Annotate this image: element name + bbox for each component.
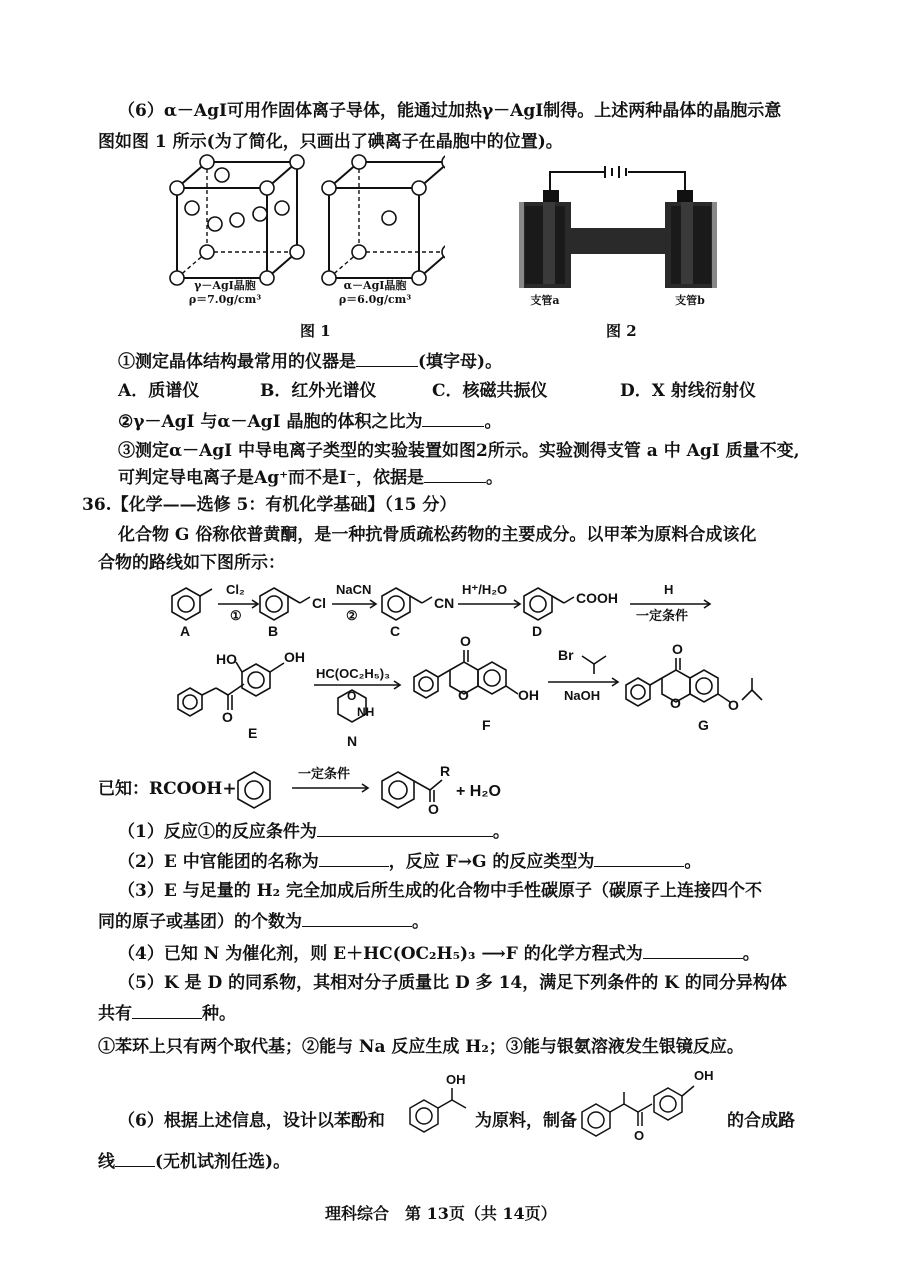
q36-p3-line1: （3）E 与足量的 H₂ 完全加成后所生成的化合物中手性碳原子（碳原子上连接四个不 <box>118 881 763 901</box>
svg-text:OH: OH <box>284 649 305 665</box>
svg-text:O: O <box>670 695 681 711</box>
q6-sub3-line2: 可判定导电离子是Ag⁺而不是I⁻，依据是 。 <box>118 468 503 488</box>
svg-text:Cl₂: Cl₂ <box>226 582 245 597</box>
q36-p6-a: （6）根据上述信息，设计以苯酚和 <box>118 1111 385 1131</box>
answer-blank[interactable] <box>132 1002 202 1019</box>
answer-blank[interactable] <box>643 942 743 959</box>
alpha-agi-cell <box>322 155 445 285</box>
svg-text:O: O <box>728 697 739 713</box>
svg-text:R: R <box>440 763 451 779</box>
known-reaction <box>228 760 518 815</box>
svg-text:O: O <box>460 633 471 649</box>
label-b: B <box>268 623 279 639</box>
target-compound-structure <box>572 1064 732 1144</box>
q36-p3-line2: 同的原子或基团）的个数为 。 <box>98 912 429 932</box>
answer-blank[interactable] <box>319 850 389 867</box>
option-d: D．X 射线衍射仪 <box>620 381 756 401</box>
svg-text:COOH: COOH <box>576 590 618 606</box>
known-reaction-prefix: 已知：RCOOH+ <box>98 779 237 799</box>
q36-p4: （4）已知 N 为催化剂，则 E＋HC(OC₂H₅)₃ ⟶F 的化学方程式为 。 <box>118 944 760 964</box>
q36-p1: （1）反应①的反应条件为 。 <box>118 822 510 842</box>
page-footer: 理科综合 第 13页（共 14页） <box>325 1204 557 1223</box>
known-condition: 一定条件 <box>298 766 351 781</box>
svg-text:O: O <box>672 641 683 657</box>
svg-text:O: O <box>428 801 439 815</box>
answer-blank[interactable] <box>594 850 684 867</box>
q6-sub3-line1: ③测定α－AgI 中导电离子类型的实验装置如图2所示。实验测得支管 a 中 AgI 质量不变, <box>118 441 800 461</box>
answer-blank[interactable] <box>115 1150 155 1167</box>
figure-2-apparatus <box>515 150 720 295</box>
svg-text:NaCN: NaCN <box>336 582 372 597</box>
svg-text:②: ② <box>346 608 358 623</box>
label-a: A <box>180 623 191 639</box>
answer-blank[interactable] <box>424 466 486 483</box>
alpha-cell-density: ρ＝6.0g/cm³ <box>338 293 412 306</box>
svg-text:HO: HO <box>216 651 237 667</box>
q36-p6-line2: 线 (无机试剂任选)。 <box>98 1152 291 1172</box>
svg-text:CN: CN <box>434 595 455 611</box>
synthesis-scheme <box>150 570 770 775</box>
svg-text:H⁺/H₂O: H⁺/H₂O <box>462 582 508 597</box>
benzene-ring-a <box>172 588 200 620</box>
q36-p6-b: 为原料，制备 <box>475 1111 577 1131</box>
svg-text:①: ① <box>230 608 242 623</box>
svg-text:NaOH: NaOH <box>564 688 601 703</box>
option-a: A．质谱仪 <box>118 381 200 401</box>
label-e: E <box>248 725 258 741</box>
label-f: F <box>482 717 491 733</box>
label-n: N <box>347 733 358 749</box>
svg-text:一定条件: 一定条件 <box>636 608 689 623</box>
answer-blank[interactable] <box>317 820 493 837</box>
q36-p2: （2）E 中官能团的名称为 ，反应 F→G 的反应类型为 。 <box>118 852 702 872</box>
label-g: G <box>698 717 709 733</box>
svg-text:OH: OH <box>518 687 539 703</box>
svg-text:O: O <box>634 1128 645 1143</box>
q36-header: 36.【化学——选修 5：有机化学基础】（15 分） <box>82 495 457 515</box>
gamma-agi-cell <box>170 155 304 285</box>
q36-p5-conditions: ①苯环上只有两个取代基；②能与 Na 反应生成 H₂；③能与银氨溶液发生银镜反应。 <box>98 1037 744 1057</box>
phenylethanol-structure <box>400 1068 480 1140</box>
svg-text:OH: OH <box>446 1072 466 1087</box>
alpha-cell-name: α－AgI晶胞 <box>343 279 407 292</box>
q36-intro-1: 化合物 G 俗称依普黄酮，是一种抗骨质疏松药物的主要成分。以甲苯为原料合成该化 <box>118 525 757 545</box>
svg-text:O: O <box>458 687 469 703</box>
svg-text:HC(OC₂H₅)₃: HC(OC₂H₅)₃ <box>316 666 391 681</box>
figure-1-caption: 图 1 <box>300 322 331 340</box>
tube-b-label: 支管b <box>675 294 705 307</box>
gamma-cell-name: γ－AgI晶胞 <box>194 279 256 292</box>
known-product: + H₂O <box>456 783 501 800</box>
answer-blank[interactable] <box>422 410 484 427</box>
option-b: B．红外光谱仪 <box>260 381 377 401</box>
q6-line-2: 图如图 1 所示(为了简化，只画出了碘离子在晶胞中的位置)。 <box>98 132 563 152</box>
svg-text:Br: Br <box>558 647 574 663</box>
svg-text:OH: OH <box>694 1068 714 1083</box>
q36-p5-line1: （5）K 是 D 的同系物，其相对分子质量比 D 多 14，满足下列条件的 K 的同分异构体 <box>118 973 787 993</box>
svg-text:Cl: Cl <box>312 595 326 611</box>
q6-sub2: ②γ－AgI 与α－AgI 晶胞的体积之比为 。 <box>118 412 502 432</box>
svg-text:O: O <box>222 709 233 725</box>
answer-blank[interactable] <box>356 350 418 367</box>
label-c: C <box>390 623 401 639</box>
svg-text:H: H <box>664 582 674 597</box>
tube-a-label: 支管a <box>530 294 560 307</box>
q6-sub1: ①测定晶体结构最常用的仪器是 (填字母)。 <box>118 352 503 372</box>
q6-line-1: （6）α－AgI可用作固体离子导体，能通过加热γ－AgI制得。上述两种晶体的晶胞示意 <box>118 101 782 121</box>
option-c: C．核磁共振仪 <box>432 381 548 401</box>
svg-text:O: O <box>347 689 357 703</box>
svg-text:NH: NH <box>357 705 375 719</box>
answer-blank[interactable] <box>302 910 412 927</box>
label-d: D <box>532 623 543 639</box>
figure-2-caption: 图 2 <box>606 322 637 340</box>
q36-p6-c: 的合成路 <box>727 1111 795 1131</box>
gamma-cell-density: ρ＝7.0g/cm³ <box>188 293 262 306</box>
q36-p5-line2: 共有 种。 <box>98 1004 236 1024</box>
q36-intro-2: 合物的路线如下图所示： <box>98 553 285 573</box>
